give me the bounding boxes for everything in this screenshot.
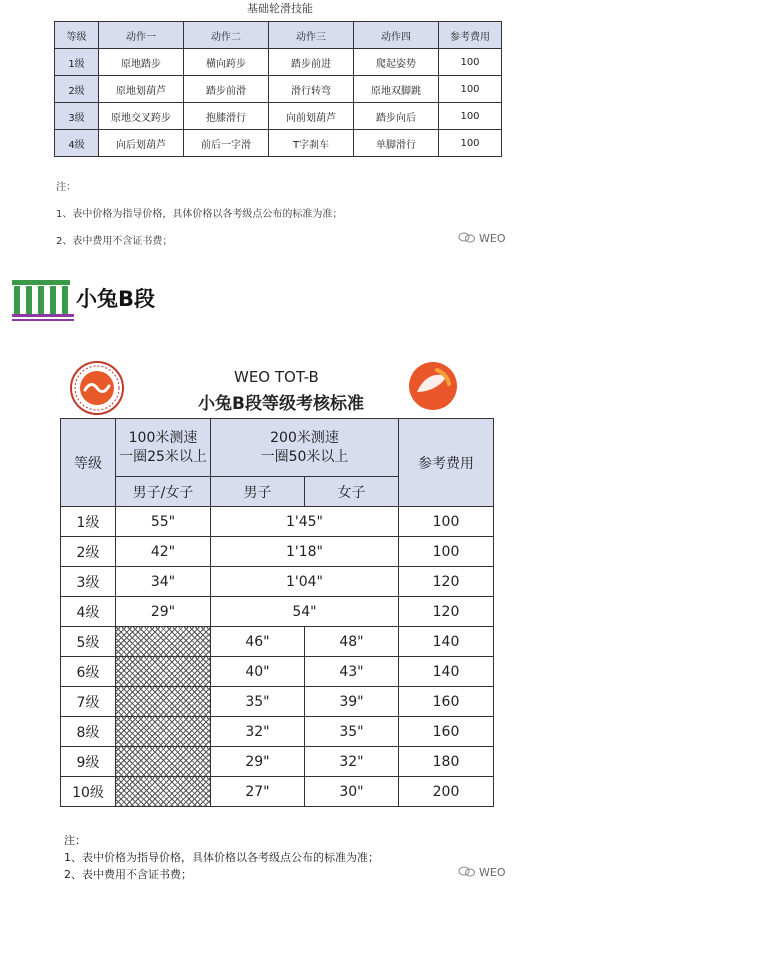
- fee-cell: 180: [399, 747, 494, 777]
- table-cell: 42": [116, 537, 211, 567]
- notes-label: 注：: [56, 182, 76, 193]
- speed200-header-line2: 一圈50米以上: [260, 448, 349, 465]
- fee-header: 参考费用: [399, 419, 494, 507]
- table-cell: 100: [439, 103, 502, 130]
- table-cell: 54": [211, 597, 399, 627]
- speed100-header: [116, 419, 211, 477]
- table-cell: 100: [439, 130, 502, 157]
- table-cell: 30": [305, 777, 399, 807]
- table-row: [61, 687, 494, 717]
- table-caption: 基础轮滑技能: [247, 2, 313, 15]
- note-line-1: 1、表中价格为指导价格，具体价格以各考级点公布的标准为准；: [56, 209, 343, 220]
- note-line-2: 2、表中费用不含证书费；: [56, 236, 173, 247]
- table-header-row: [61, 419, 494, 477]
- table-row: [61, 537, 494, 567]
- hatched-cell: [116, 777, 211, 807]
- fee-cell: 100: [399, 507, 494, 537]
- table-cell: 1'18": [211, 537, 399, 567]
- table-row: [61, 747, 494, 777]
- table-cell: 横向跨步: [184, 49, 269, 76]
- level-cell: 4级: [61, 597, 116, 627]
- level-cell: 1级: [61, 507, 116, 537]
- speed100-header-line2: 一圈25米以上: [119, 448, 207, 465]
- table-cell: 滑行转弯: [269, 76, 354, 103]
- fee-cell: 120: [399, 597, 494, 627]
- table-header-row: [55, 22, 502, 49]
- level-header: 等级: [61, 419, 116, 507]
- table-cell: 原地交叉跨步: [99, 103, 184, 130]
- speed200-header-line1: 200米测速: [270, 429, 339, 446]
- subheader-female: 女子: [305, 477, 399, 507]
- table-cell: 34": [116, 567, 211, 597]
- table-cell: 1'04": [211, 567, 399, 597]
- table-row: [61, 717, 494, 747]
- table-cell: 原地踏步: [99, 49, 184, 76]
- subheader-mf: 男子/女子: [116, 477, 211, 507]
- table-cell: 抱膝滑行: [184, 103, 269, 130]
- table-cell: 43": [305, 657, 399, 687]
- table-row: [61, 597, 494, 627]
- wechat-icon: [458, 232, 476, 243]
- table-cell: 爬起姿势: [354, 49, 439, 76]
- header-cell: 动作一: [99, 22, 184, 49]
- table-cell: 前后一字滑: [184, 130, 269, 157]
- watermark-text: WEO: [479, 866, 506, 879]
- table-row: [61, 627, 494, 657]
- table-cell: 100: [439, 76, 502, 103]
- table-cell: 单脚滑行: [354, 130, 439, 157]
- table-row: [61, 777, 494, 807]
- note-line-1: 1、表中价格为指导价格，具体价格以各考级点公布的标准为准；: [64, 851, 379, 864]
- orange-skate-logo: [407, 360, 459, 412]
- speed100-header-line1: 100米测速: [128, 429, 198, 446]
- table-cell: 32": [305, 747, 399, 777]
- hatched-cell: [116, 717, 211, 747]
- table-cell: 35": [305, 717, 399, 747]
- table-cell: 踏步向后: [354, 103, 439, 130]
- level-cell: 8级: [61, 717, 116, 747]
- fee-cell: 100: [399, 537, 494, 567]
- table-cell: 向后划葫芦: [99, 130, 184, 157]
- level-cell: 1级: [55, 49, 99, 76]
- table-cell: 46": [211, 627, 305, 657]
- table-cell: 48": [305, 627, 399, 657]
- card-brand: WEO TOT-B: [234, 368, 319, 386]
- table-cell: 39": [305, 687, 399, 717]
- table-cell: T字刹车: [269, 130, 354, 157]
- level-cell: 6级: [61, 657, 116, 687]
- table-cell: 原地双脚跳: [354, 76, 439, 103]
- watermark-text: WEO: [479, 232, 506, 245]
- table-row: [55, 130, 502, 157]
- level-standard-table: [60, 418, 494, 807]
- table-cell: 27": [211, 777, 305, 807]
- level-cell: 3级: [61, 567, 116, 597]
- table-row: [61, 657, 494, 687]
- table-row: [55, 103, 502, 130]
- table-cell: 35": [211, 687, 305, 717]
- table-row: [61, 567, 494, 597]
- watermark: [458, 232, 506, 245]
- level-cell: 2级: [61, 537, 116, 567]
- fee-cell: 200: [399, 777, 494, 807]
- level-cell: 3级: [55, 103, 99, 130]
- section-title: 小兔B段: [76, 287, 156, 311]
- note-line-2: 2、表中费用不含证书费；: [64, 868, 192, 881]
- level-cell: 4级: [55, 130, 99, 157]
- table-cell: 向前划葫芦: [269, 103, 354, 130]
- level-cell: 5级: [61, 627, 116, 657]
- fee-cell: 160: [399, 687, 494, 717]
- table-cell: 32": [211, 717, 305, 747]
- fee-cell: 120: [399, 567, 494, 597]
- speed200-header: [211, 419, 399, 477]
- header-cell: 参考费用: [439, 22, 502, 49]
- table-cell: 29": [116, 597, 211, 627]
- fee-cell: 140: [399, 627, 494, 657]
- watermark: [458, 866, 506, 879]
- table-cell: 原地划葫芦: [99, 76, 184, 103]
- table-cell: 1'45": [211, 507, 399, 537]
- weo-circle-logo: [69, 360, 125, 416]
- header-cell: 动作四: [354, 22, 439, 49]
- wechat-icon: [458, 866, 476, 877]
- table-cell: 40": [211, 657, 305, 687]
- hatched-cell: [116, 657, 211, 687]
- basic-skills-table: [54, 21, 502, 157]
- table-cell: 29": [211, 747, 305, 777]
- table-row: [55, 76, 502, 103]
- notes-label: 注：: [64, 834, 86, 847]
- fee-cell: 160: [399, 717, 494, 747]
- table-cell: 踏步前进: [269, 49, 354, 76]
- hatched-cell: [116, 627, 211, 657]
- level-cell: 2级: [55, 76, 99, 103]
- level-cell: 10级: [61, 777, 116, 807]
- hatched-cell: [116, 687, 211, 717]
- level-cell: 9级: [61, 747, 116, 777]
- table-cell: 踏步前滑: [184, 76, 269, 103]
- header-cell: 动作二: [184, 22, 269, 49]
- subheader-male: 男子: [211, 477, 305, 507]
- header-cell: 动作三: [269, 22, 354, 49]
- hatched-cell: [116, 747, 211, 777]
- table-cell: 100: [439, 49, 502, 76]
- level-cell: 7级: [61, 687, 116, 717]
- table-row: [61, 507, 494, 537]
- card-title: 小兔B段等级考核标准: [198, 394, 364, 414]
- fee-cell: 140: [399, 657, 494, 687]
- green-building-icon: [10, 280, 74, 322]
- table-row: [55, 49, 502, 76]
- header-cell: 等级: [55, 22, 99, 49]
- table-cell: 55": [116, 507, 211, 537]
